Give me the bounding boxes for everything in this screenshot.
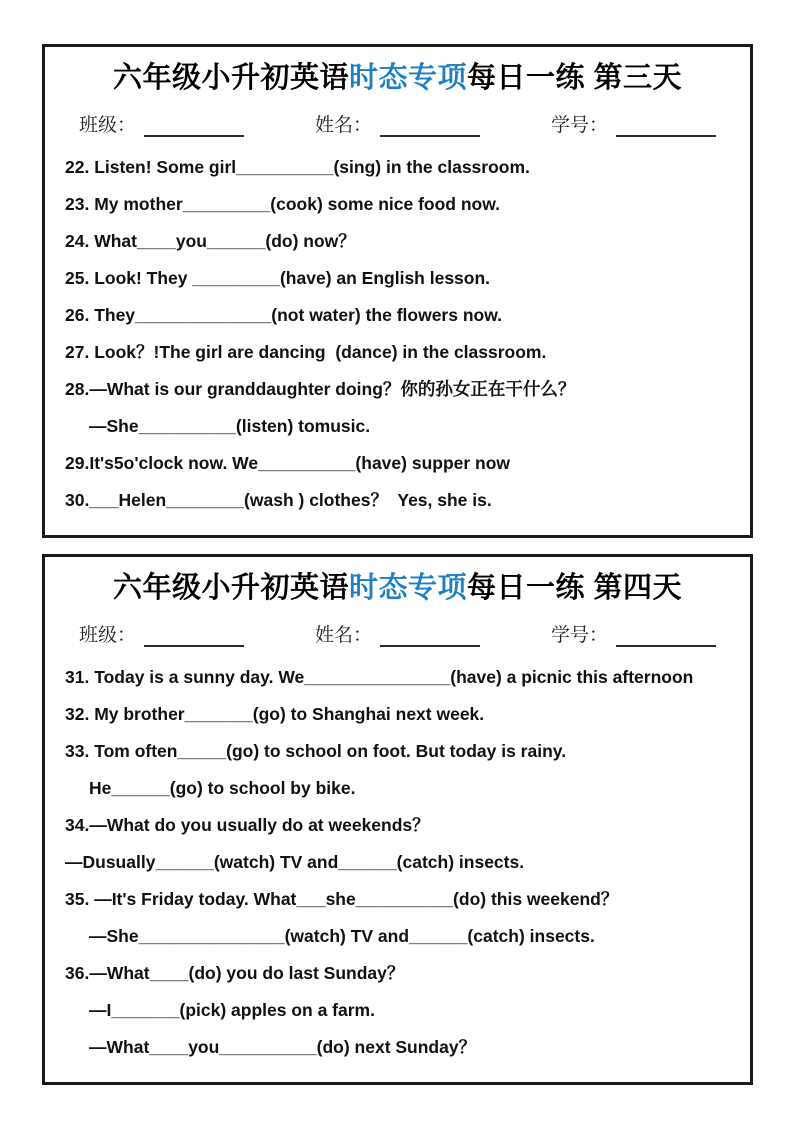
section-title — [65, 569, 730, 608]
exercise-line: 29.It's5o'clock now. We__________(have) supper now — [65, 453, 511, 474]
name-field — [315, 620, 480, 647]
exercise-line: 24. What____you______(do) now？ — [65, 231, 356, 252]
exercise-line: 28.—What is our granddaughter doing？你的孙女正在干什么？ — [65, 379, 576, 400]
exercise-line: —What____you__________(do) next Sunday？ — [89, 1037, 477, 1058]
exercise-list — [65, 149, 730, 519]
section-title — [65, 59, 730, 98]
exercise-line: 27. Look？!The girl are dancing (dance) in the classroom. — [65, 342, 547, 363]
class-field-label: 班级： — [79, 115, 137, 137]
student-number-field-label: 学号： — [550, 115, 608, 137]
class-blank-line — [144, 117, 244, 137]
student-number-blank-line — [616, 627, 716, 647]
exercise-line: 33. Tom often_____(go) to school on foot. But today is rainy. — [65, 741, 567, 762]
exercise-line: —Dusually______(watch) TV and______(catch) insects. — [65, 852, 525, 873]
exercise-line: 26. They______________(not water) the flowers now. — [65, 305, 503, 326]
exercise-line: —I_______(pick) apples on a farm. — [89, 1000, 375, 1021]
exercise-line: 32. My brother_______(go) to Shanghai next week. — [65, 704, 485, 725]
exercise-line: He______(go) to school by bike. — [89, 778, 356, 799]
student-number-field — [551, 110, 716, 137]
worksheet-card-day4 — [42, 554, 753, 1085]
student-number-field — [551, 620, 716, 647]
name-blank-line — [380, 627, 480, 647]
title-highlight: 时态专项 — [348, 572, 467, 605]
title-prefix: 六年级小升初英语 — [112, 62, 349, 94]
title-highlight: 时态专项 — [348, 62, 467, 94]
exercise-line: —She__________(listen) tomusic. — [89, 416, 371, 437]
exercise-line: —She_______________(watch) TV and______(catch) insects. — [89, 926, 595, 947]
exercise-line: 31. Today is a sunny day. We_______________(have) a picnic this afternoon — [65, 667, 694, 688]
name-blank-line — [380, 117, 480, 137]
exercise-line: 22. Listen! Some girl__________(sing) in the classroom. — [65, 157, 530, 178]
exercise-line: 30.___Helen________(wash ) clothes？ Yes, she is. — [65, 490, 492, 511]
class-field — [79, 620, 244, 647]
exercise-line: 25. Look! They _________(have) an English lesson. — [65, 268, 491, 289]
exercise-line: 36.—What____(do) you do last Sunday？ — [65, 963, 405, 984]
student-info-row — [79, 110, 716, 137]
exercise-line: 23. My mother_________(cook) some nice food now. — [65, 194, 501, 215]
student-info-row — [79, 620, 716, 647]
class-blank-line — [144, 627, 244, 647]
exercise-line: 35. —It's Friday today. What___she__________(do) this weekend？ — [65, 889, 619, 910]
class-field — [79, 110, 244, 137]
exercise-list — [65, 659, 730, 1066]
name-field-label: 姓名： — [314, 115, 372, 137]
student-number-field-label: 学号： — [550, 625, 608, 647]
class-field-label: 班级： — [79, 625, 137, 647]
name-field — [315, 110, 480, 137]
title-suffix: 每日一练 第三天 — [466, 62, 683, 94]
exercise-line: 34.—What do you usually do at weekends？ — [65, 815, 430, 836]
worksheet-card-day3 — [42, 44, 753, 538]
title-suffix: 每日一练 第四天 — [466, 572, 683, 605]
title-prefix: 六年级小升初英语 — [112, 572, 349, 605]
name-field-label: 姓名： — [314, 625, 372, 647]
student-number-blank-line — [616, 117, 716, 137]
